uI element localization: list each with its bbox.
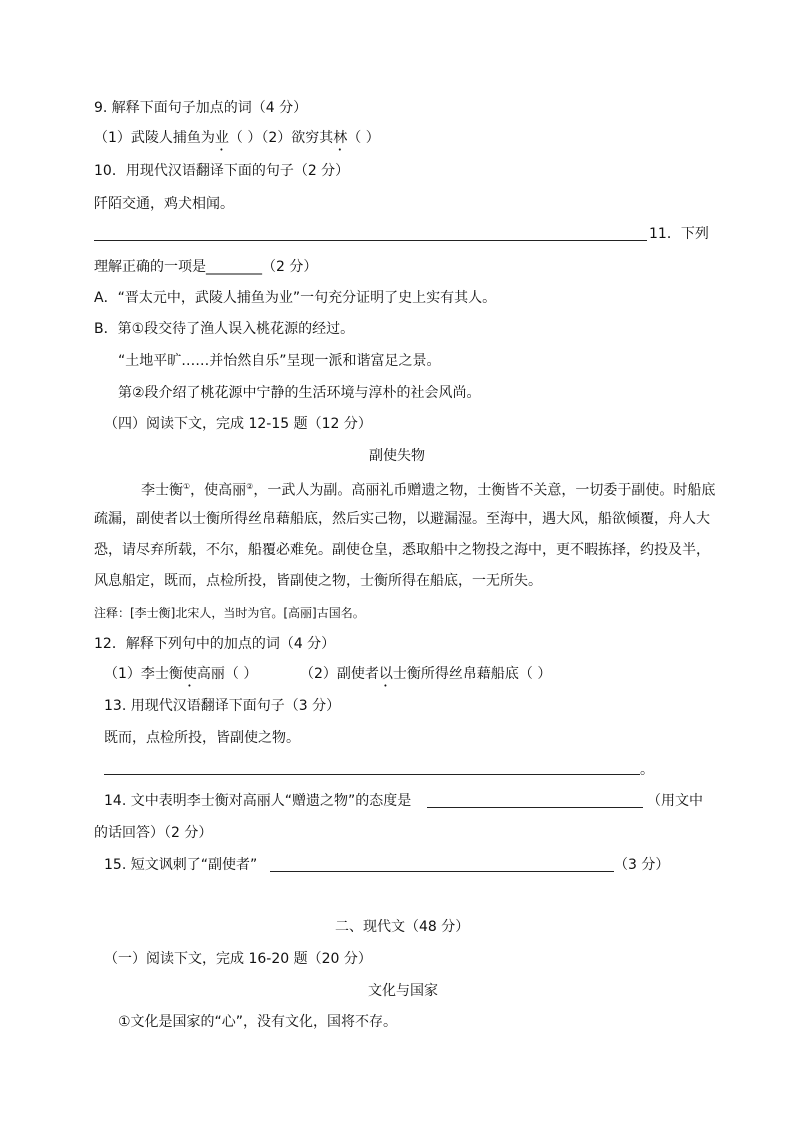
passage-line-2: 疏漏，副使者以士衡所得丝帛藉船底，然后实己物，以避漏湿。至海中，遇大风，船欲倾覆，舟人大 <box>94 511 710 527</box>
q9-item1-prefix: （1）武陵人捕鱼为 <box>94 130 215 146</box>
q9-item2-blank: （ ） <box>347 130 380 146</box>
q12-item1 <box>104 664 257 690</box>
footnote-mark-2: ② <box>246 482 254 491</box>
q10-title: 10．用现代汉语翻译下面的句子（2 分） <box>94 163 350 179</box>
q11-option-d: 第②段介绍了桃花源中宁静的生活环境与淳朴的社会风尚。 <box>118 385 481 401</box>
passage-line-1 <box>141 477 715 501</box>
q12-item2 <box>300 664 551 690</box>
q12-item2-prefix: （2）副使者 <box>300 666 379 682</box>
part2-paragraph-1: ①文化是国家的“心”，没有文化，国将不存。 <box>118 1014 398 1030</box>
q9-item2-dotted-word: 林 <box>333 130 348 146</box>
q12-item1-rest: 高丽（ ） <box>196 666 258 682</box>
q13-sentence: 既而，点检所投，皆副使之物。 <box>104 730 300 746</box>
q9-item2-prefix: （2）欲穷其 <box>261 130 334 146</box>
passage-text: 李士衡 <box>141 482 183 499</box>
q11-option-c: “土地平旷……并怡然自乐”呈现一派和谐富足之景。 <box>118 353 441 369</box>
part2-title: 文化与国家 <box>368 983 438 999</box>
q9-item1-dotted-word: 业 <box>214 130 229 146</box>
q12-item2-dotted-word: 以 <box>378 666 393 682</box>
q11-title-line2: 理解正确的一项是________（2 分） <box>94 259 318 275</box>
q15-text-b: （3 分） <box>614 857 670 873</box>
q15-answer-line[interactable] <box>270 871 614 872</box>
q9-item1-blank: （ ） <box>228 130 262 146</box>
section4-title: 副使失物 <box>369 448 425 464</box>
q12-item1-prefix: （1）李士衡 <box>104 666 183 682</box>
q15-text-a: 15. 短文讽刺了“副使者” <box>104 857 258 873</box>
q14-text-c: 的话回答）（2 分） <box>94 825 213 841</box>
q11-option-b: B．第①段交待了渔人误入桃花源的经过。 <box>94 321 355 337</box>
q12-item2-rest: 士衡所得丝帛藉船底（ ） <box>392 666 552 682</box>
q11-title-tail: 11．下列 <box>649 226 709 242</box>
part2-heading: 二、现代文（48 分） <box>335 919 470 935</box>
q9-title: 9. 解释下面句子加点的词（4 分） <box>94 100 308 116</box>
q11-option-a: A．“晋太元中，武陵人捕鱼为业”一句充分证明了史上实有其人。 <box>94 290 497 306</box>
passage-note: 注释：[李士衡]北宋人，当时为官。[高丽]古国名。 <box>94 606 365 620</box>
footnote-mark-1: ① <box>183 482 191 491</box>
q10-sentence: 阡陌交通，鸡犬相闻。 <box>94 196 234 212</box>
q12-item1-dotted-word: 使 <box>182 666 197 682</box>
q14-answer-line[interactable] <box>427 807 643 808</box>
q14-text-a: 14. 文中表明李士衡对高丽人“赠遗之物”的态度是 <box>104 793 412 809</box>
q13-title: 13. 用现代汉语翻译下面句子（3 分） <box>104 698 341 714</box>
section4-heading: （四）阅读下文，完成 12-15 题（12 分） <box>104 416 372 432</box>
q13-line-end: 。 <box>640 762 654 778</box>
q10-answer-line[interactable] <box>94 240 647 241</box>
q9-items <box>94 128 380 154</box>
passage-line-3: 恐，请尽弃所载，不尔，船覆必难免。副使仓皇，悉取船中之物投之海中，更不暇拣择，约投及半， <box>94 542 710 558</box>
part2-subheading: （一）阅读下文，完成 16-20 题（20 分） <box>104 951 372 967</box>
q13-answer-line[interactable] <box>104 774 640 775</box>
passage-text: ，使高丽 <box>190 482 247 499</box>
passage-text: ，一武人为副。高丽礼币赠遗之物，士衡皆不关意，一切委于副使。时船底 <box>253 482 716 499</box>
passage-line-4: 风息船定，既而，点检所投，皆副使之物，士衡所得在船底，一无所失。 <box>94 573 542 589</box>
q12-title: 12．解释下列句中的加点的词（4 分） <box>94 636 336 652</box>
q14-text-b: （用文中 <box>647 793 703 809</box>
